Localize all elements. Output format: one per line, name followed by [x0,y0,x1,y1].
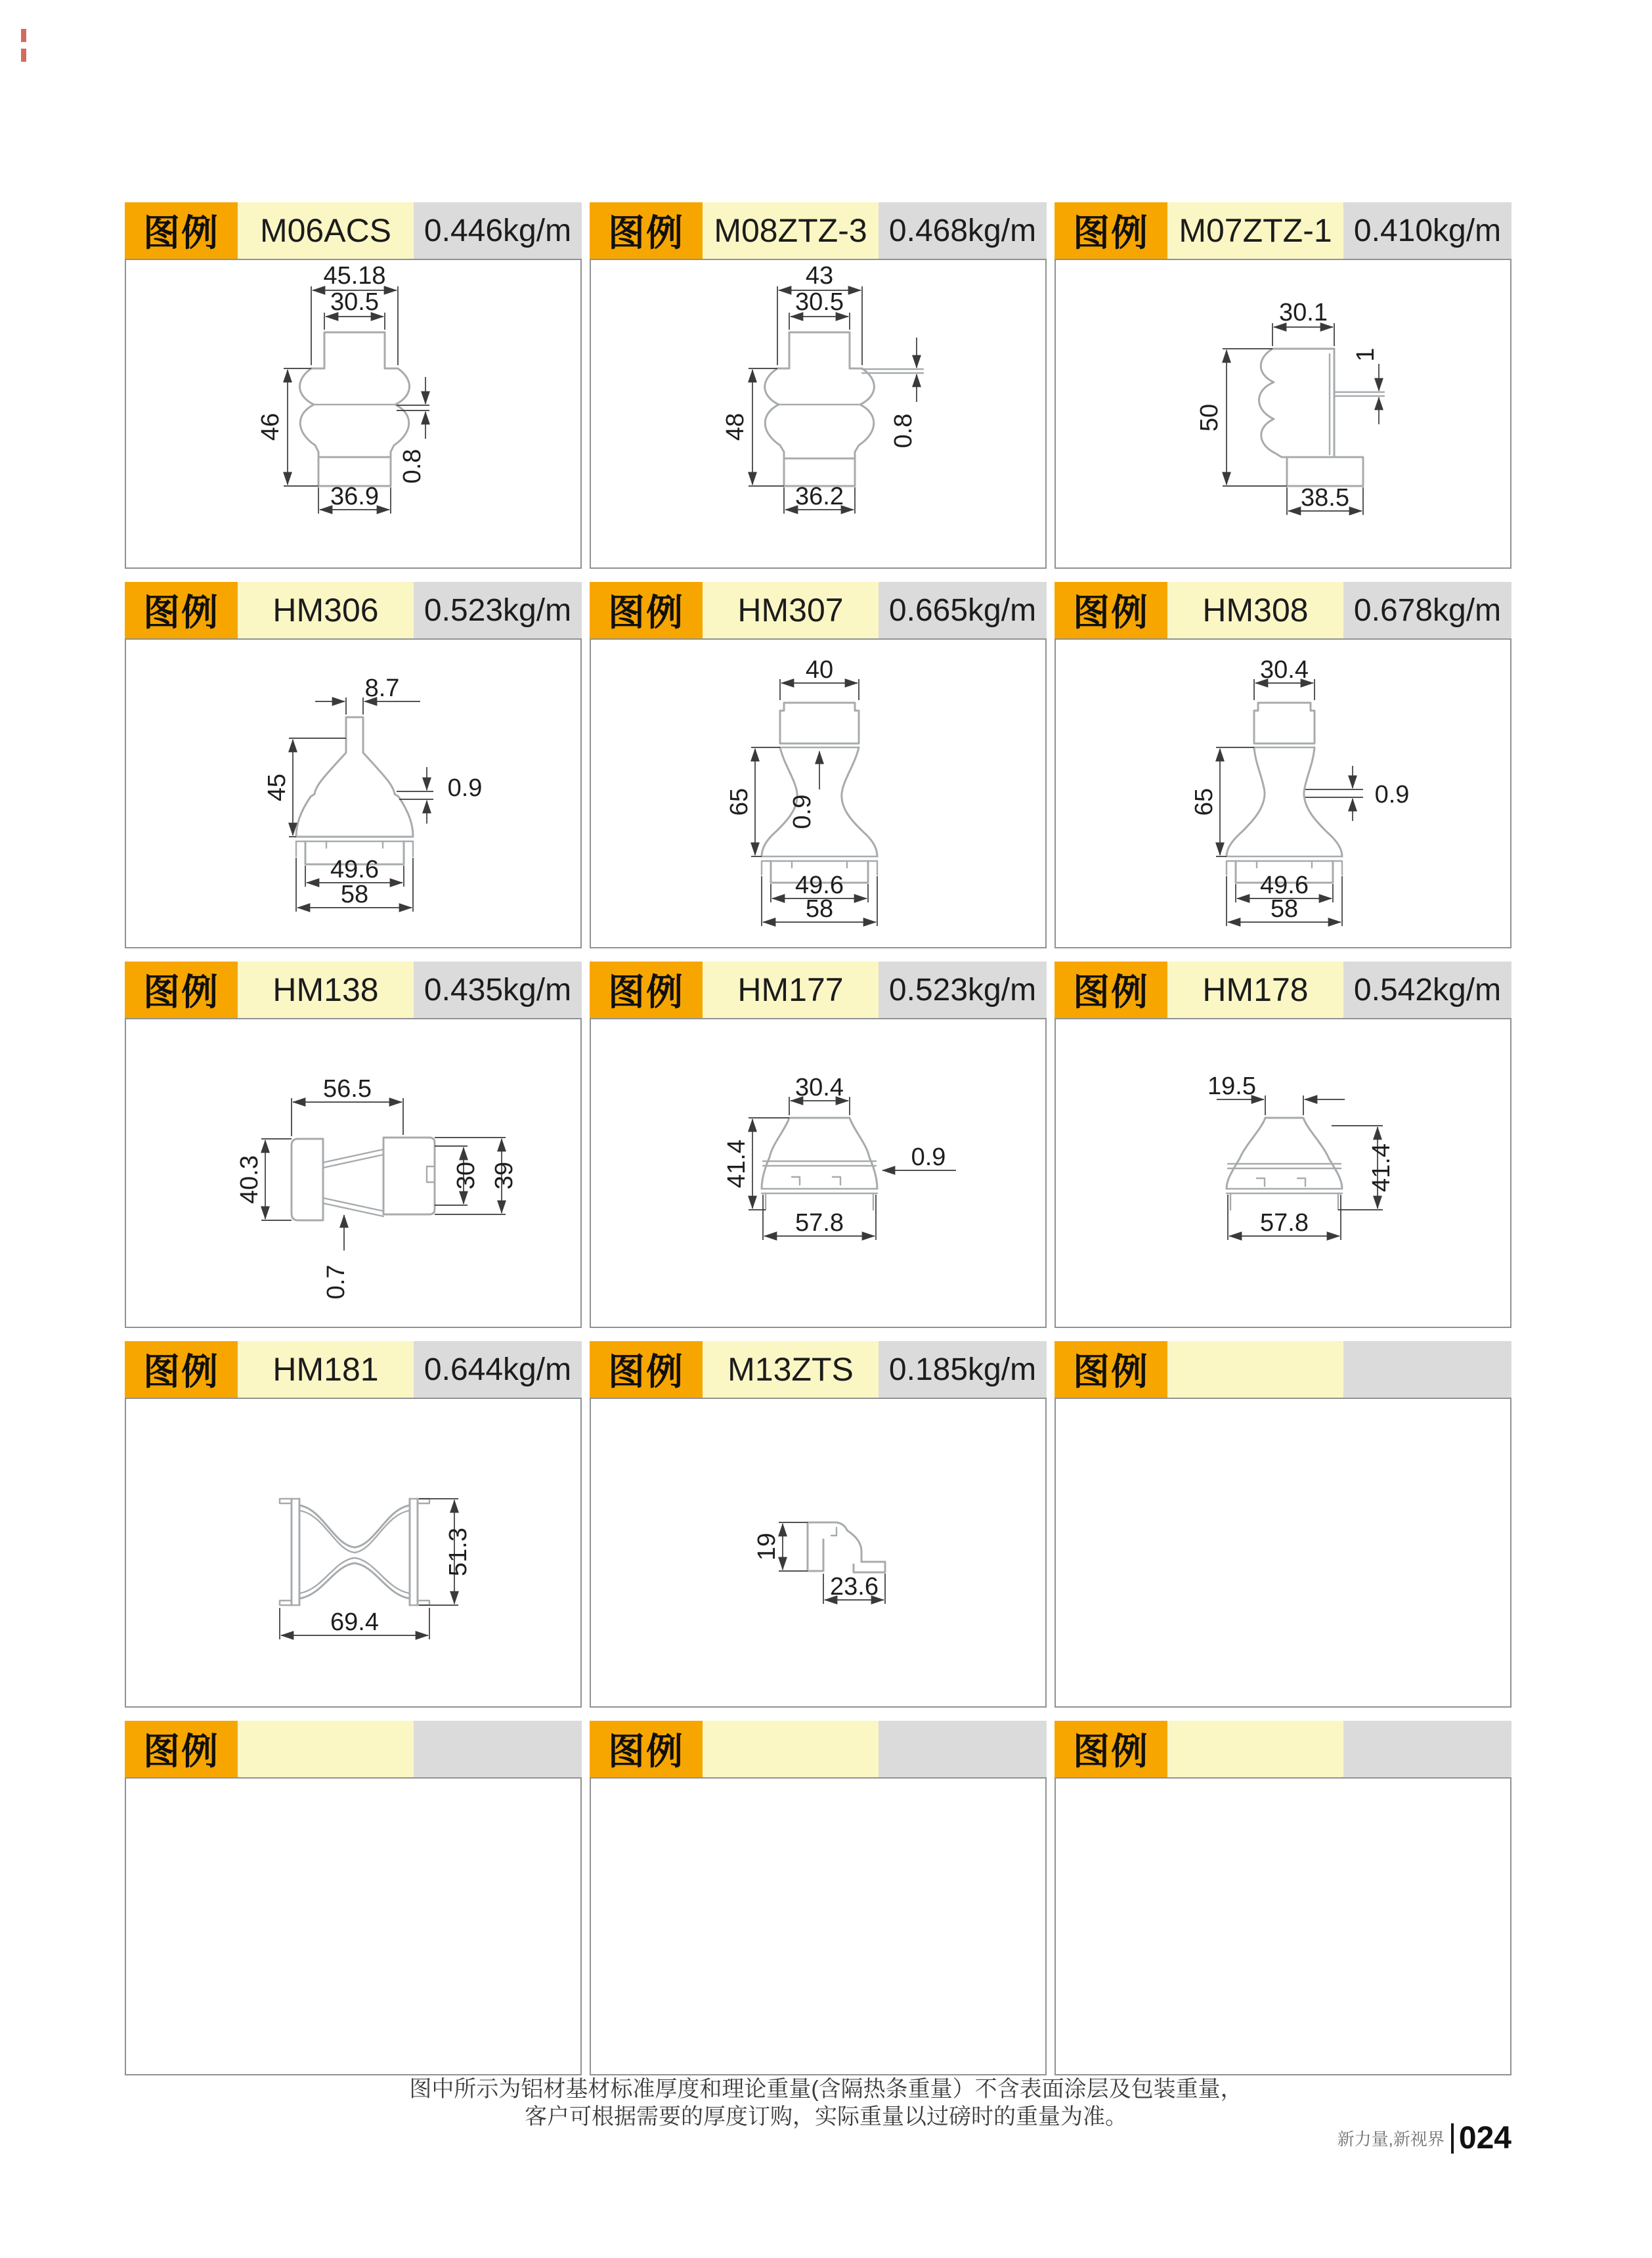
dimension-label: 0.7 [322,1264,350,1300]
dimension-lines [749,286,917,514]
dimension-label: 51.3 [445,1528,472,1576]
profile-name-label: HM308 [1167,582,1343,638]
cell-header [590,202,1047,259]
drawing-area [590,259,1047,569]
dimension-label: 43 [805,262,834,290]
profile-outline [299,332,409,486]
profile-drawing-hm306 [126,640,580,947]
legend-badge: 图例 [125,582,238,638]
profile-weight-label: 0.678kg/m [1343,582,1511,638]
page-footer [1337,2120,1511,2156]
dimension-label: 1 [1352,347,1380,362]
dimension-label: 36.9 [330,483,379,510]
dimension-label: 8.7 [364,675,400,702]
dimension-label: 19.5 [1207,1073,1256,1100]
dimension-label: 65 [726,787,753,816]
cell-header [1054,1721,1511,1777]
profile-drawing-m08ztz3 [591,260,1045,567]
drawing-area [590,638,1047,948]
profile-outline [762,703,877,883]
drawing-area [590,1398,1047,1708]
legend-badge: 图例 [1054,1721,1167,1777]
dimension-label: 30.5 [330,288,379,316]
dimension-label: 30.1 [1279,299,1328,326]
profile-weight-label: 0.523kg/m [879,962,1047,1018]
drawing-area [125,1018,582,1328]
profile-name-label: M13ZTS [703,1341,879,1398]
cell-header [125,962,582,1018]
profile-name-label [238,1721,414,1777]
dimension-label: 23.6 [830,1573,879,1601]
dimension-label: 49.6 [1260,872,1309,899]
dimension-label: 56.5 [323,1075,372,1103]
dimension-label: 40.3 [236,1155,263,1204]
dimension-label: 45.18 [323,262,386,290]
drawing-area [125,638,582,948]
profile-outline [292,1138,435,1220]
drawing-area [125,1398,582,1708]
legend-badge: 图例 [125,962,238,1018]
dimension-label: 0.8 [399,449,426,484]
profile-drawing-m06acs [126,260,580,567]
cell-header [1054,202,1511,259]
legend-badge: 图例 [590,202,703,259]
drawing-area [590,1018,1047,1328]
profile-drawing-m07ztz1 [1056,260,1510,567]
profile-weight-label: 0.410kg/m [1343,202,1511,259]
profile-outline [296,717,413,864]
dimension-label: 50 [1196,403,1223,432]
profile-weight-label [414,1721,582,1777]
dimension-label: 40 [805,656,834,684]
dimension-label: 58 [1270,895,1299,923]
dimension-label: 0.9 [911,1143,946,1171]
dimension-label: 65 [1190,787,1218,816]
dimension-label: 45 [263,773,291,802]
profile-name-label [703,1721,879,1777]
profile-weight-label: 0.435kg/m [414,962,582,1018]
legend-badge: 图例 [590,1721,703,1777]
drawing-area-empty [1054,1398,1511,1708]
profile-name-label: HM178 [1167,962,1343,1018]
cell-header [125,1721,582,1777]
legend-badge: 图例 [125,1721,238,1777]
corner-mark [21,29,26,63]
legend-badge: 图例 [1054,202,1167,259]
legend-badge: 图例 [125,202,238,259]
profile-weight-label: 0.446kg/m [414,202,582,259]
cell-header [590,962,1047,1018]
legend-badge: 图例 [1054,582,1167,638]
profile-name-label [1167,1721,1343,1777]
dimension-label: 58 [805,895,834,923]
brand-slogan: 新力量,新视界 [1337,2129,1445,2149]
profile-weight-label: 0.542kg/m [1343,962,1511,1018]
legend-badge: 图例 [590,962,703,1018]
dimension-label: 30.4 [1260,656,1309,684]
dimension-label: 58 [340,881,369,908]
profile-drawing-hm181 [126,1399,580,1706]
profile-outline [1259,349,1385,486]
cell-header [590,1341,1047,1398]
profile-name-label: HM177 [703,962,879,1018]
dimension-label: 57.8 [1260,1209,1309,1237]
legend-badge: 图例 [1054,962,1167,1018]
profile-weight-label [1343,1721,1511,1777]
dimension-label: 30.4 [795,1074,844,1101]
drawing-area [125,259,582,569]
profile-drawing-hm307 [591,640,1045,947]
profile-drawing-hm138 [126,1019,580,1327]
drawing-area [1054,1018,1511,1328]
dimension-label: 49.6 [330,856,379,883]
profile-weight-label [1343,1341,1511,1398]
profile-name-label: HM138 [238,962,414,1018]
dimension-label: 39 [490,1161,518,1190]
drawing-area [1054,638,1511,948]
cell-header [1054,962,1511,1018]
cell-header [1054,582,1511,638]
profile-weight-label: 0.523kg/m [414,582,582,638]
dimension-label: 38.5 [1301,484,1349,512]
dimension-label: 69.4 [330,1608,379,1636]
drawing-area [1054,259,1511,569]
dimension-label: 48 [722,412,749,441]
profile-outline [280,1499,429,1605]
footer-note-line1: 图中所示为铝材基材标准厚度和理论重量(含隔热条重量）不含表面涂层及包装重量， [409,2077,1243,2102]
drawing-area-empty [125,1777,582,2075]
profile-weight-label: 0.185kg/m [879,1341,1047,1398]
footer-divider [1451,2123,1454,2154]
profile-weight-label: 0.665kg/m [879,582,1047,638]
footer-note-line2: 客户可根据需要的厚度订购，实际重量以过磅时的重量为准。 [525,2104,1127,2129]
legend-badge: 图例 [125,1341,238,1398]
profile-name-label: M06ACS [238,202,414,259]
profile-name-label [1167,1341,1343,1398]
dimension-label: 49.6 [795,872,844,899]
profile-name-label: M08ZTZ-3 [703,202,879,259]
profile-outline [1227,703,1342,883]
dimension-label: 0.9 [1374,781,1410,808]
dimension-label: 57.8 [795,1209,844,1237]
dimension-label: 46 [257,412,284,441]
dimension-label: 0.8 [890,413,917,449]
profile-drawing-m13zts [591,1399,1045,1706]
profile-weight-label [879,1721,1047,1777]
drawing-area-empty [1054,1777,1511,2075]
page-number: 024 [1458,2121,1511,2156]
dimension-label: 41.4 [723,1140,750,1188]
profile-weight-label: 0.644kg/m [414,1341,582,1398]
cell-header [125,1341,582,1398]
dimension-label: 0.9 [447,774,483,802]
dimension-label: 30.5 [795,288,844,316]
dimension-label: 30 [452,1161,480,1190]
cell-header [1054,1341,1511,1398]
drawing-area-empty [590,1777,1047,2075]
profile-drawing-hm308 [1056,640,1510,947]
cell-header [590,582,1047,638]
dimension-label: 36.2 [795,483,844,510]
legend-badge: 图例 [590,1341,703,1398]
cell-header [590,1721,1047,1777]
cell-header [125,582,582,638]
profile-name-label: HM181 [238,1341,414,1398]
profile-weight-label: 0.468kg/m [879,202,1047,259]
profile-outline [762,1118,877,1210]
profile-name-label: HM306 [238,582,414,638]
profile-name-label: HM307 [703,582,879,638]
profile-outline [1227,1118,1342,1210]
legend-badge: 图例 [590,582,703,638]
legend-badge: 图例 [1054,1341,1167,1398]
profile-outline [765,332,923,486]
cell-header [125,202,582,259]
profile-drawing-hm177 [591,1019,1045,1327]
dimension-label: 41.4 [1368,1143,1395,1192]
profile-drawing-hm178 [1056,1019,1510,1327]
profile-outline [808,1522,885,1572]
dimension-label: 0.9 [789,794,816,830]
dimension-label: 19 [753,1532,781,1561]
profile-name-label: M07ZTZ-1 [1167,202,1343,259]
